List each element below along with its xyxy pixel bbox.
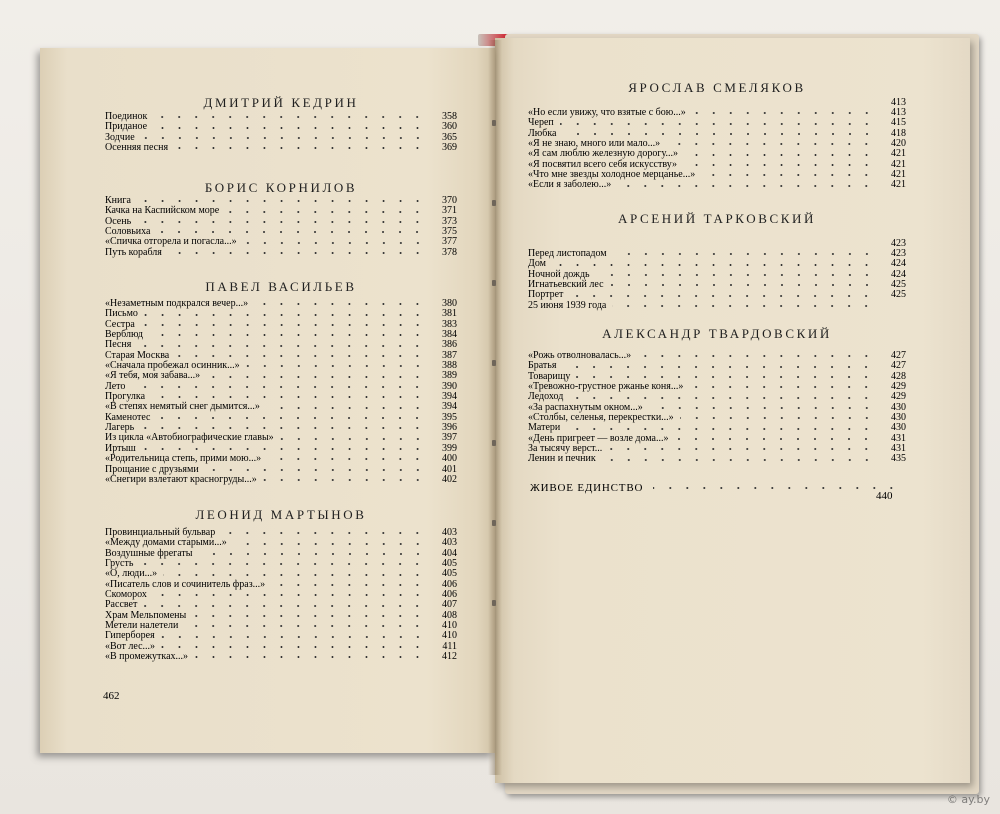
watermark: © ay.by [946,793,990,806]
toc-entry [105,402,457,412]
dot-leader [602,459,875,461]
dot-leader [153,127,426,129]
dot-leader [199,553,426,555]
entry-page-number: 427 [891,350,906,361]
dot-leader [156,417,426,419]
toc-entry [105,299,457,309]
entry-title: Письмо [105,308,138,320]
entry-page-number: 435 [891,453,906,465]
dot-leader [192,615,426,617]
entry-title: Соловьиха [105,226,151,238]
entry-page-number: 431 [891,443,906,455]
entry-page-number: 373 [442,215,457,227]
dot-leader [161,636,426,638]
entry-title: «Сначала пробежал осинник...» [105,360,240,372]
section-page-number: 423 [891,238,906,249]
dot-leader [649,407,875,409]
toc-entry [105,143,457,153]
dot-leader [144,314,426,316]
entry-title: Матери [528,422,561,434]
entry-title: Зодчие [105,131,135,143]
entry-page-number: 421 [891,179,906,191]
dot-leader [194,656,426,658]
entry-title: «Вот лес...» [105,640,156,652]
dot-leader [552,264,875,266]
entry-page-number: 430 [891,422,906,434]
entry-title: Каменотес [105,411,151,423]
entry-page-number: 425 [891,289,906,301]
dot-leader [174,147,426,149]
dot-leader [689,386,875,388]
entry-page-number: 401 [442,463,457,475]
entry-title: «Я не знаю, много или мало...» [528,138,661,150]
dot-leader [612,305,875,307]
author-heading: БОРИС КОРНИЛОВ [204,180,358,195]
entry-title: «В промежутках...» [105,651,189,663]
dot-leader [156,231,426,233]
dot-leader [569,295,875,297]
entry-page-number: 403 [442,537,457,549]
dot-leader [139,563,426,565]
entry-page-number: 407 [442,599,457,611]
binding-stitch [492,520,496,526]
entry-page-number: 412 [442,651,457,663]
dot-leader [569,397,875,399]
entry-title: Прогулка [105,391,146,403]
entry-title: Лагерь [105,422,135,434]
entry-title: Любка [528,127,557,139]
dot-leader [680,417,875,419]
dot-leader [225,211,426,213]
entry-page-number: 381 [442,308,457,320]
dot-leader [142,448,426,450]
entry-title: Грусть [105,558,134,570]
entry-page-number: 365 [442,131,457,143]
toc-entry [105,454,457,464]
dot-leader [143,605,426,607]
entry-title: Книга [105,195,131,206]
binding-stitch [492,600,496,606]
entry-page-number: 429 [891,391,906,403]
dot-leader [151,396,426,398]
entry-title: Верблюд [105,329,143,341]
entry-page-number: 420 [891,138,906,150]
dot-leader [637,355,875,357]
entry-title: «Писатель слов и сочинитель фраз...» [105,578,266,590]
binding-stitch [492,440,496,446]
author-heading: ЯРОСЛАВ СМЕЛЯКОВ [628,80,806,95]
dot-leader [596,274,875,276]
entry-page-number: 404 [442,547,457,559]
toc-entry [105,248,457,258]
entry-title: «Спичка отгорела и погасла...» [105,236,237,248]
toc-entry [528,382,906,392]
entry-title: Братья [528,360,557,372]
entry-title: «Я тебя, моя забава...» [105,370,201,382]
entry-page-number: 399 [442,442,457,454]
dot-leader [141,324,426,326]
entry-title: Товарищу [528,370,571,382]
toc-entry [105,217,457,227]
entry-title: Лето [105,380,126,392]
toc-entry [105,433,457,443]
entry-title: «Между домами старыми...» [105,537,227,549]
entry-title: Поединок [105,111,148,122]
dot-leader [653,487,900,489]
binding-stitch [492,280,496,286]
entry-title: Приданое [105,121,148,133]
entry-title: «Что мне звезды холодное мерцанье...» [528,169,696,181]
entry-list [528,108,906,191]
entry-page-number: 386 [442,339,457,351]
entry-page-number: 378 [442,246,457,258]
dot-leader [153,116,426,118]
toc-entry [528,454,906,464]
dot-leader [140,427,426,429]
entry-title: Осенняя песня [105,142,169,154]
entry-title: Старая Москва [105,349,170,361]
entry-title: «В степях немятый снег дымится...» [105,401,260,413]
toc-entry [528,180,906,190]
dot-leader [175,355,426,357]
dot-leader [617,185,875,187]
binding-stitch [492,120,496,126]
entry-page-number: 402 [442,473,457,485]
toc-entry [105,112,457,122]
entry-page-number: 375 [442,226,457,238]
dot-leader [566,428,875,430]
entry-page-number: 377 [442,236,457,248]
dot-leader [153,594,426,596]
entry-page-number: 424 [891,258,906,270]
dot-leader [168,252,426,254]
entry-list [105,528,457,662]
entry-title: Сестра [105,318,135,330]
entry-title: Метели налетели [105,620,179,632]
dot-leader [576,376,875,378]
entry-list [105,299,457,485]
entry-title: Воздушные фрегаты [105,547,193,559]
entry-title: Провинциальный бульвар [105,527,216,538]
entry-page-number: 371 [442,205,457,217]
entry-title: «Тревожно-грустное ржанье коня...» [528,381,684,393]
toc-entry [105,122,457,132]
toc-entry [105,631,457,641]
entry-page-number: 390 [442,380,457,392]
dot-leader [280,438,426,440]
toc-entry [105,413,457,423]
dot-leader [141,137,426,139]
entry-page-number: 394 [442,391,457,403]
entry-page-number: 406 [442,578,457,590]
entry-page-number: 370 [442,195,457,206]
entry-title: Осень [105,215,132,227]
dot-leader [263,479,426,481]
entry-page-number: 396 [442,422,457,434]
toc-entry [528,118,906,128]
entry-page-number: 410 [442,620,457,632]
toc-entry [105,330,457,340]
entry-page-number: 424 [891,268,906,280]
entry-title: «Родительница степь, прими мою...» [105,453,262,465]
section-page-number: 413 [891,97,906,108]
entry-page-number: 403 [442,527,457,538]
author-heading: ПАВЕЛ ВАСИЛЬЕВ [205,279,357,294]
entry-title: Иртыш [105,442,136,454]
dot-leader [266,407,426,409]
entry-page-number: 380 [442,298,457,309]
toc-entry [528,108,906,118]
entry-page-number: 411 [442,640,457,652]
entry-list [105,196,457,258]
author-heading: АЛЕКСАНДР ТВАРДОВСКИЙ [602,326,832,341]
toc-entry [105,590,457,600]
dot-leader [674,438,875,440]
entry-title: «Если я заболею...» [528,179,612,191]
dot-leader [161,646,426,648]
dot-leader [610,284,875,286]
entry-list [528,249,906,311]
entry-title: Путь корабля [105,246,162,258]
toc-entry [528,361,906,371]
page-number: 462 [103,690,120,702]
dot-leader [246,365,426,367]
dot-leader [666,143,875,145]
dot-leader [560,123,875,125]
entry-page-number: 410 [442,630,457,642]
dot-leader [205,469,426,471]
entry-page-number: 413 [891,107,906,118]
entry-page-number: 405 [442,568,457,580]
entry-page-number: 421 [891,158,906,170]
dot-leader [271,584,426,586]
dot-leader [562,366,875,368]
entry-page-number: 406 [442,589,457,601]
toc-entry [105,559,457,569]
toc-entry [528,249,906,259]
entry-title: Храм Мельпомены [105,609,187,621]
book-gutter [488,40,502,775]
toc-entry [528,280,906,290]
dot-leader [131,386,426,388]
toc-entry [528,413,906,423]
entry-page-number: 421 [891,169,906,181]
entry-page-number: 388 [442,360,457,372]
toc-entry [105,580,457,590]
entry-title: За тысячу верст... [528,443,603,455]
entry-title: Игнатьевский лес [528,279,604,291]
entry-title: Скоморох [105,589,147,601]
entry-title: Ленин и печник [528,453,596,465]
dot-leader [233,543,426,545]
entry-title: Перед листопадом [528,248,607,259]
entry-title: «Я посвятил всего себя искусству» [528,158,677,170]
toc-entry [105,652,457,662]
entry-page-number: 395 [442,411,457,423]
final-entry-title: ЖИВОЕ ЕДИНСТВО [530,482,644,494]
entry-page-number: 394 [442,401,457,413]
toc-entry [528,351,906,361]
entry-page-number: 400 [442,453,457,465]
entry-page-number: 358 [442,111,457,122]
dot-leader [563,133,876,135]
entry-title: «О, люди...» [105,568,158,580]
entry-title: «День пригреет — возле дома...» [528,432,669,444]
entry-title: «Незаметным подкрался вечер...» [105,298,249,309]
entry-page-number: 431 [891,432,906,444]
entry-title: Портрет [528,289,564,301]
entry-title: «Я сам люблю железную дорогу...» [528,148,678,160]
entry-list [105,112,457,153]
author-heading: ЛЕОНИД МАРТЫНОВ [195,507,367,522]
entry-title: «Столбы, селенья, перекрестки...» [528,412,674,424]
binding-stitch [492,360,496,366]
dot-leader [137,221,426,223]
entry-page-number: 421 [891,148,906,160]
entry-title: Рассвет [105,599,138,611]
author-heading: АРСЕНИЙ ТАРКОВСКИЙ [617,211,817,226]
entry-title: Из цикла «Автобиографические главы» [105,432,274,444]
dot-leader [692,112,875,114]
entry-page-number: 383 [442,318,457,330]
entry-page-number: 408 [442,609,457,621]
entry-title: «За распахнутым окном...» [528,401,643,413]
dot-leader [684,154,875,156]
toc-entry [105,320,457,330]
dot-leader [683,164,875,166]
final-entry-page: 440 [876,490,893,502]
toc-final-entry [530,482,906,494]
entry-page-number: 397 [442,432,457,444]
toc-entry [105,206,457,216]
entry-title: «Снегири взлетают красногруды...» [105,473,257,485]
entry-page-number: 387 [442,349,457,361]
toc-entry [105,549,457,559]
dot-leader [137,345,426,347]
entry-page-number: 430 [891,401,906,413]
entry-title: «Рожь отволновалась...» [528,350,632,361]
entry-page-number: 425 [891,279,906,291]
entry-title: Ледоход [528,391,564,403]
entry-title: 25 июня 1939 года [528,299,607,311]
entry-title: Прощание с друзьями [105,463,199,475]
toc-entry [105,382,457,392]
entry-title: Череп [528,117,554,129]
dot-leader [701,174,875,176]
entry-page-number: 405 [442,558,457,570]
entry-title: Песня [105,339,132,351]
entry-title: Ночной дождь [528,268,590,280]
entry-page-number: 384 [442,329,457,341]
entry-page-number: 423 [891,248,906,259]
entry-page-number: 428 [891,370,906,382]
entry-list [528,351,906,465]
dot-leader [137,200,426,202]
entry-title: Дом [528,258,546,270]
toc-entry [105,621,457,631]
dot-leader [254,303,426,305]
toc-entry [105,371,457,381]
toc-entry [105,475,457,485]
dot-leader [221,532,426,534]
dot-leader [184,625,426,627]
entry-page-number: 369 [442,142,457,154]
entry-page-number: 389 [442,370,457,382]
dot-leader [613,253,875,255]
entry-title: «Но если увижу, что взятые с бою...» [528,107,686,118]
entry-page-number: 360 [442,121,457,133]
entry-title: Гиперборея [105,630,155,642]
entry-page-number: 430 [891,412,906,424]
author-heading: ДМИТРИЙ КЕДРИН [203,95,359,110]
dot-leader [608,448,875,450]
dot-leader [149,334,426,336]
entry-page-number: 415 [891,117,906,129]
binding-stitch [492,200,496,206]
entry-page-number: 429 [891,381,906,393]
entry-title: Качка на Каспийском море [105,205,220,217]
dot-leader [163,574,426,576]
entry-page-number: 418 [891,127,906,139]
dot-leader [243,242,426,244]
toc-entry [105,309,457,319]
dot-leader [206,376,426,378]
dot-leader [267,458,426,460]
entry-page-number: 427 [891,360,906,372]
toc-entry [528,301,906,311]
